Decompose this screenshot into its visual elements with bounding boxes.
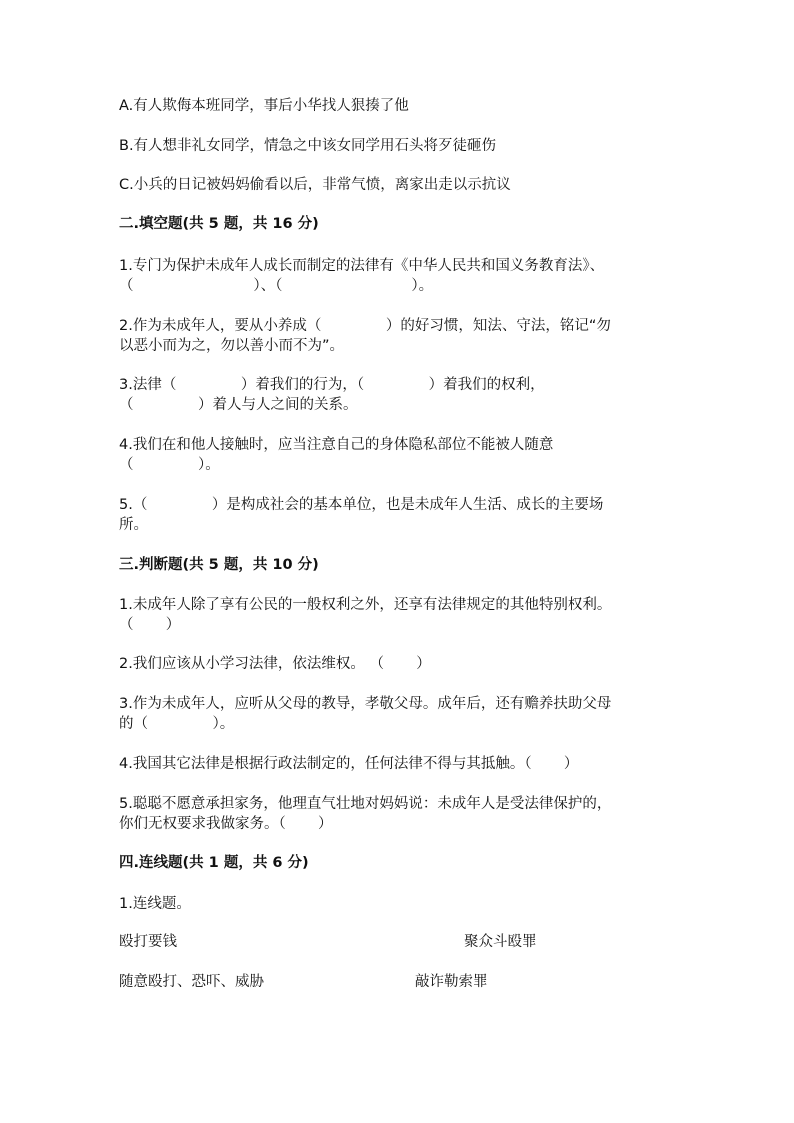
fill-q2-line1: 2.作为未成年人，要从小养成（ ）的好习惯，知法、守法，铭记“勿 [119,318,611,334]
judge-q5-line2: 你们无权要求我做家务。（ ） [119,816,333,832]
judge-q5-line1: 5.聪聪不愿意承担家务，他理直气壮地对妈妈说：未成年人是受法律保护的， [119,796,612,812]
judge-q3-line2: 的（ ）。 [119,716,235,732]
judge-q2-line1: 2.我们应该从小学习法律，依法维权。 （ ） [119,656,431,672]
fill-q3-line1: 3.法律（ ）着我们的行为，（ ）着我们的权利， [119,377,545,393]
fill-q4-line2: （ ）。 [119,457,220,473]
option-b: B.有人想非礼女同学，情急之中该女同学用石头将歹徒砸伤 [119,138,497,154]
section-title-fill: 二.填空题(共 5 题，共 16 分) [119,216,319,232]
match-q1: 1.连线题。 [119,896,191,912]
section-title-match: 四.连线题(共 1 题，共 6 分) [119,855,309,871]
judge-q4-line1: 4.我国其它法律是根据行政法制定的，任何法律不得与其抵触。（ ） [119,756,579,772]
option-c: C.小兵的日记被妈妈偷看以后，非常气愤，离家出走以示抗议 [119,177,511,193]
fill-q4-line1: 4.我们在和他人接触时，应当注意自己的身体隐私部位不能被人随意 [119,437,554,453]
judge-q1-line2: （ ） [119,617,181,633]
fill-q1-line2: （ ）、（ ）。 [119,278,434,294]
fill-q3-line2: （ ）着人与人之间的关系。 [119,397,358,413]
section-title-judge: 三.判断题(共 5 题，共 10 分) [119,557,319,573]
option-a: A.有人欺侮本班同学，事后小华找人狠揍了他 [119,98,409,114]
fill-q5-line2: 所。 [119,517,148,533]
match-left-item-2: 随意殴打、恐吓、威胁 [119,974,264,990]
judge-q1-line1: 1.未成年人除了享有公民的一般权利之外，还享有法律规定的其他特别权利。 [119,597,612,613]
fill-q1-line1: 1.专门为保护未成年人成长而制定的法律有《中华人民共和国义务教育法》、 [119,258,605,274]
match-right-item-1: 聚众斗殴罪 [464,934,537,950]
fill-q2-line2: 以恶小而为之，勿以善小而不为”。 [119,338,345,354]
match-left-item-1: 殴打要钱 [119,934,177,950]
match-right-item-2: 敲诈勒索罪 [415,974,488,990]
fill-q5-line1: 5.（ ）是构成社会的基本单位，也是未成年人生活、成长的主要场 [119,497,604,513]
judge-q3-line1: 3.作为未成年人，应听从父母的教导，孝敬父母。成年后，还有赡养扶助父母 [119,696,612,712]
